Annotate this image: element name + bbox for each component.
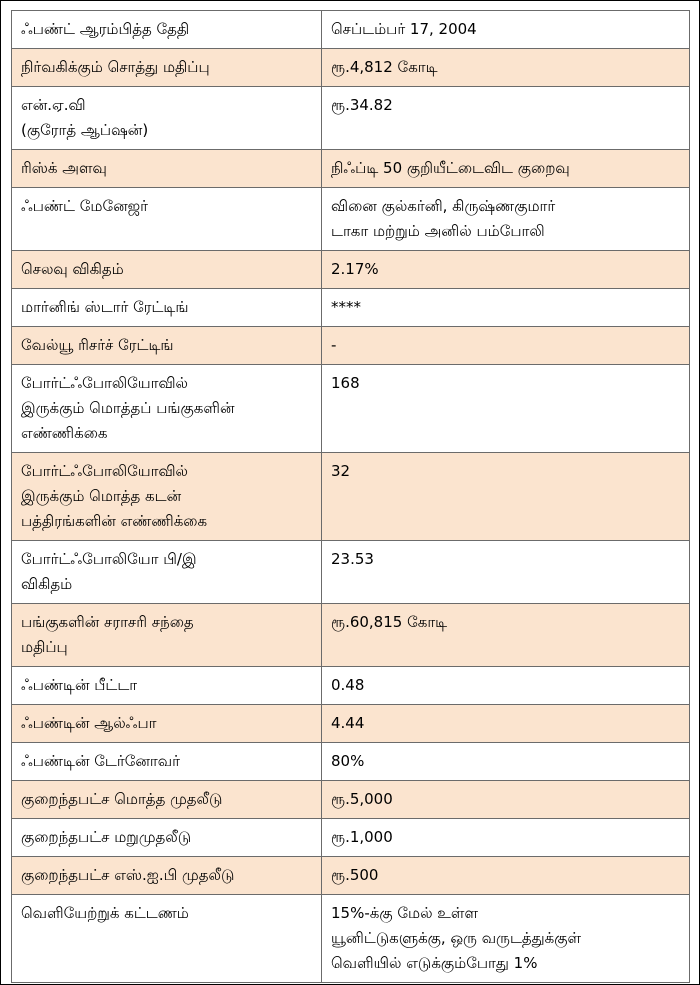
row-label: ரிஸ்க் அளவு	[12, 150, 322, 188]
table-row	[12, 289, 690, 327]
row-value: வினை குல்கர்னி, கிருஷ்ணகுமார் டாகா மற்றும் அனில் பம்போலி	[322, 188, 690, 251]
fund-details-table	[11, 10, 690, 983]
row-value: 2.17%	[322, 251, 690, 289]
table-row	[12, 667, 690, 705]
row-value: ரூ.1,000	[322, 819, 690, 857]
row-label: ஃபண்டின் பீட்டா	[12, 667, 322, 705]
table-row	[12, 541, 690, 604]
row-value: 168	[322, 365, 690, 453]
table-row	[12, 705, 690, 743]
row-value: 80%	[322, 743, 690, 781]
table-row	[12, 604, 690, 667]
row-value: 4.44	[322, 705, 690, 743]
row-label: ஃபண்டின் டேர்னோவர்	[12, 743, 322, 781]
table-row	[12, 150, 690, 188]
table-row	[12, 781, 690, 819]
table-row	[12, 895, 690, 983]
row-label: குறைந்தபட்ச மொத்த முதலீடு	[12, 781, 322, 819]
row-label: செலவு விகிதம்	[12, 251, 322, 289]
row-value: ரூ.500	[322, 857, 690, 895]
row-label: குறைந்தபட்ச எஸ்.ஐ.பி முதலீடு	[12, 857, 322, 895]
table-row	[12, 11, 690, 49]
row-label: என்.ஏ.வி (குரோத் ஆப்ஷன்)	[12, 87, 322, 150]
row-label: ஃபண்டின் ஆல்ஃபா	[12, 705, 322, 743]
row-value: 23.53	[322, 541, 690, 604]
row-label: வேல்யூ ரிசர்ச் ரேட்டிங்	[12, 327, 322, 365]
row-label: மார்னிங் ஸ்டார் ரேட்டிங்	[12, 289, 322, 327]
table-row	[12, 365, 690, 453]
row-value: ****	[322, 289, 690, 327]
row-value: ரூ.5,000	[322, 781, 690, 819]
row-value: ரூ.4,812 கோடி	[322, 49, 690, 87]
table-row	[12, 327, 690, 365]
row-label: வெளியேற்றுக் கட்டணம்	[12, 895, 322, 983]
table-row	[12, 743, 690, 781]
row-value: ரூ.34.82	[322, 87, 690, 150]
row-label: ஃபண்ட் மேனேஜர்	[12, 188, 322, 251]
table-row	[12, 251, 690, 289]
row-value: 0.48	[322, 667, 690, 705]
row-value: 32	[322, 453, 690, 541]
row-value: 15%-க்கு மேல் உள்ள யூனிட்டுகளுக்கு, ஒரு வருடத்துக்குள் வெளியில் எடுக்கும்போது 1%	[322, 895, 690, 983]
row-value: ரூ.60,815 கோடி	[322, 604, 690, 667]
table-row	[12, 453, 690, 541]
row-label: நிர்வகிக்கும் சொத்து மதிப்பு	[12, 49, 322, 87]
table-row	[12, 49, 690, 87]
table-row	[12, 188, 690, 251]
row-label: போர்ட்ஃபோலியோவில் இருக்கும் மொத்த கடன் பத்திரங்களின் எண்ணிக்கை	[12, 453, 322, 541]
table-row	[12, 857, 690, 895]
table-row	[12, 87, 690, 150]
row-value: செப்டம்பர் 17, 2004	[322, 11, 690, 49]
row-label: போர்ட்ஃபோலியோ பி/இ விகிதம்	[12, 541, 322, 604]
row-label: குறைந்தபட்ச மறுமுதலீடு	[12, 819, 322, 857]
row-label: ஃபண்ட் ஆரம்பித்த தேதி	[12, 11, 322, 49]
row-value: -	[322, 327, 690, 365]
row-label: போர்ட்ஃபோலியோவில் இருக்கும் மொத்தப் பங்குகளின் எண்ணிக்கை	[12, 365, 322, 453]
row-value: நிஃப்டி 50 குறியீட்டைவிட குறைவு	[322, 150, 690, 188]
row-label: பங்குகளின் சராசரி சந்தை மதிப்பு	[12, 604, 322, 667]
table-row	[12, 819, 690, 857]
